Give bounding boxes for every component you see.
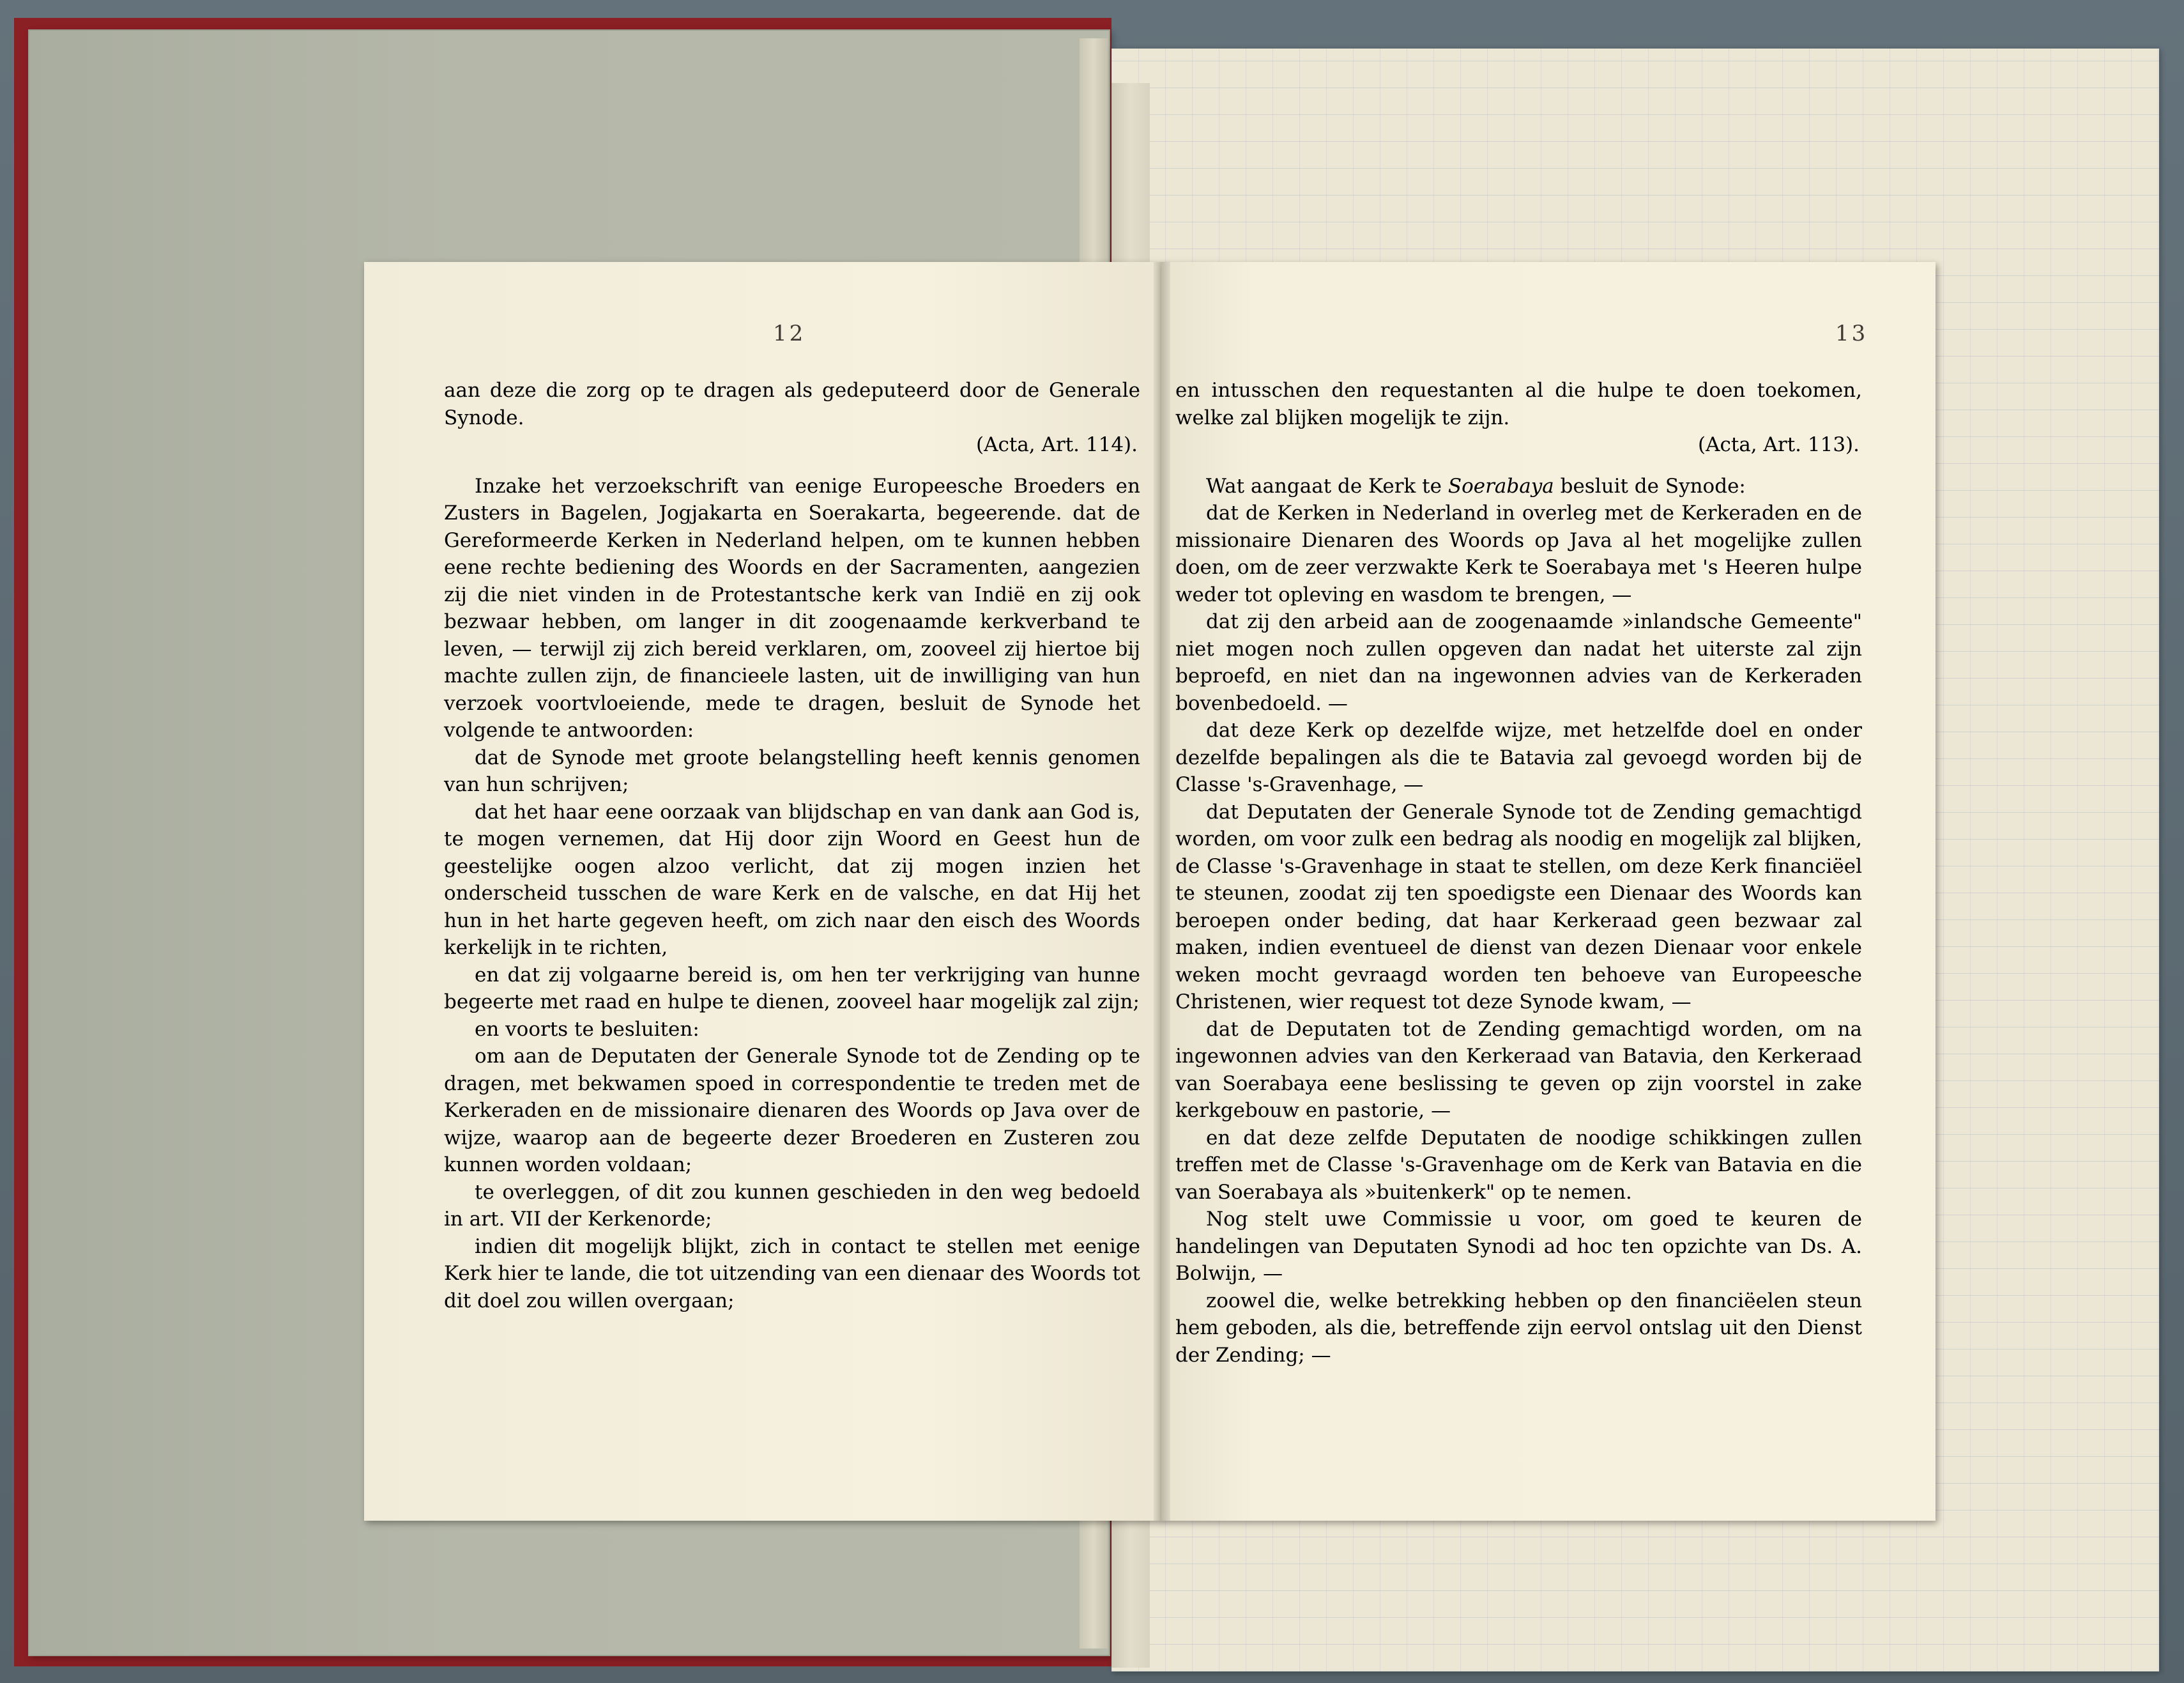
left-paragraph: indien dit mogelijk blijkt, zich in contact te stellen met eenige Kerk hier te lande, die tot uitzending van een dienaar des Woords tot dit doel zou willen overgaan; <box>444 1234 1140 1312</box>
right-paragraph: en dat deze zelfde Deputaten de noodige schikkingen zullen treffen met de Classe 's-Gravenhage om de Kerk van Batavia en die van Soerabaya als »buitenkerk" op te nemen. <box>1175 1126 1862 1204</box>
right-paragraph: dat de Deputaten tot de Zending gemachtigd worden, om na ingewonnen advies van den Kerkeraad van Batavia, den Kerkeraad van Soerabaya eene beslissing te geven op zijn voorstel in zake kerkgebouw en pastorie, — <box>1175 1017 1862 1122</box>
left-paragraph: en dat zij volgaarne bereid is, om hen ter verkrijging van hunne begeerte met raad en hulpe te dienen, zooveel haar mogelijk zal zijn; <box>444 963 1140 1013</box>
right-paragraph: dat Deputaten der Generale Synode tot de Zending gemachtigd worden, om voor zulk een bedrag als noodig en mogelijk zal blijken, de Classe 's-Gravenhage in staat te stellen, om deze Kerk financiëel te steunen, zoodat zij ten spoedigste een Dienaar des Woords kan beroepen onder beding, dat haar Kerkeraad geen bezwaar zal maken, indien eventueel de dienst van dezen Dienaar voor enkele weken mocht gevraagd worden ten behoeve van Europeesche Christenen, wier request tot deze Synode kwam, — <box>1175 800 1862 1013</box>
left-page-text <box>444 377 1140 1314</box>
right-reference: (Acta, Art. 113). <box>1698 433 1859 456</box>
right-paragraph-soerabaya <box>1175 473 1862 500</box>
right-paragraph: zoowel die, welke betrekking hebben op den financiëelen steun hem geboden, als die, betreffende zijn eervol ontslag uit den Dienst der Zending; — <box>1175 1289 1862 1367</box>
booklet-gutter <box>1154 262 1170 1521</box>
left-paragraph: aan deze die zorg op te dragen als gedeputeerd door de Generale Synode. <box>444 379 1140 429</box>
left-paragraph: te overleggen, of dit zou kunnen geschieden in den weg bedoeld in art. VII der Kerkenorde; <box>444 1180 1140 1231</box>
left-paragraph: om aan de Deputaten der Generale Synode tot de Zending op te dragen, met bekwamen spoed in correspondentie te treden met de Kerkeraden en de missionaire dienaren des Woords op Java over de wijze, waarop aan de begeerte dezer Broederen en Zusteren zou kunnen worden voldaan; <box>444 1045 1140 1176</box>
right-paragraph: en intusschen den requestanten al die hulpe te doen toekomen, welke zal blijken mogelijk te zijn. <box>1175 379 1862 429</box>
right-paragraph: dat de Kerken in Nederland in overleg met de Kerkeraden en de missionaire Dienaren des Woords op Java al het mogelijke zullen doen, om de zeer verzwakte Kerk te Soerabaya met 's Heeren hulpe weder tot opleving en wasdom te brengen, — <box>1175 502 1862 606</box>
right-paragraph: dat deze Kerk op dezelfde wijze, met hetzelfde doel en onder dezelfde bepalingen als die te Batavia zal gevoegd worden bij de Classe 's-Gravenhage, — <box>1175 719 1862 796</box>
left-reference: (Acta, Art. 114). <box>976 433 1138 456</box>
left-paragraph: dat het haar eene oorzaak van blijdschap en van dank aan God is, te mogen vernemen, dat Hij door zijn Woord en Geest hun de geestelijke oogen alzoo verlicht, dat zij mogen inzien het onderscheid tusschen de ware Kerk en de valsche, en dat Hij het hun in het harte gegeven heeft, om zich naar den eisch des Woords kerkelijk in te richten, <box>444 800 1140 959</box>
left-paragraph: Inzake het verzoekschrift van eenige Europeesche Broeders en Zusters in Bagelen, Jogjakarta en Soerakarta, begeerende. dat de Gereformeerde Kerken in Nederland helpen, om te kunnen hebben eene rechte bediening des Woords en der Sacramenten, aangezien zij die niet vinden in de Protestantsche kerk van Indië en zij ook bezwaar hebben, om langer in dit zoogenaamde kerkverband te leven, — terwijl zij zich bereid verklaren, om, zooveel zij hiertoe bij machte zullen zijn, de financieele lasten, uit de inwilliging van hun verzoek voortvloeiende, mede te dragen, besluit de Synode het volgende te antwoorden: <box>444 474 1140 742</box>
right-text-span: Wat aangaat de Kerk te <box>1206 474 1442 498</box>
right-page-number: 13 <box>1835 321 1868 346</box>
left-paragraph: dat de Synode met groote belangstelling heeft kennis genomen van hun schrijven; <box>444 746 1140 796</box>
left-page-number: 12 <box>773 321 806 346</box>
right-page-text <box>1175 377 1862 1369</box>
right-paragraph: dat zij den arbeid aan de zoogenaamde »inlandsche Gemeente" niet mogen noch zullen opgeven dan nadat het uiterste zal zijn beproefd, en niet dan na ingewonnen advies van de Kerkeraden bovenbedoeld. — <box>1175 610 1862 715</box>
left-paragraph: en voorts te besluiten: <box>475 1017 699 1041</box>
right-text-span: besluit de Synode: <box>1560 474 1746 498</box>
right-italic-place: Soerabaya <box>1447 474 1554 498</box>
right-paragraph: Nog stelt uwe Commissie u voor, om goed te keuren de handelingen van Deputaten Synodi ad hoc ten opzichte van Ds. A. Bolwijn, — <box>1175 1208 1862 1285</box>
